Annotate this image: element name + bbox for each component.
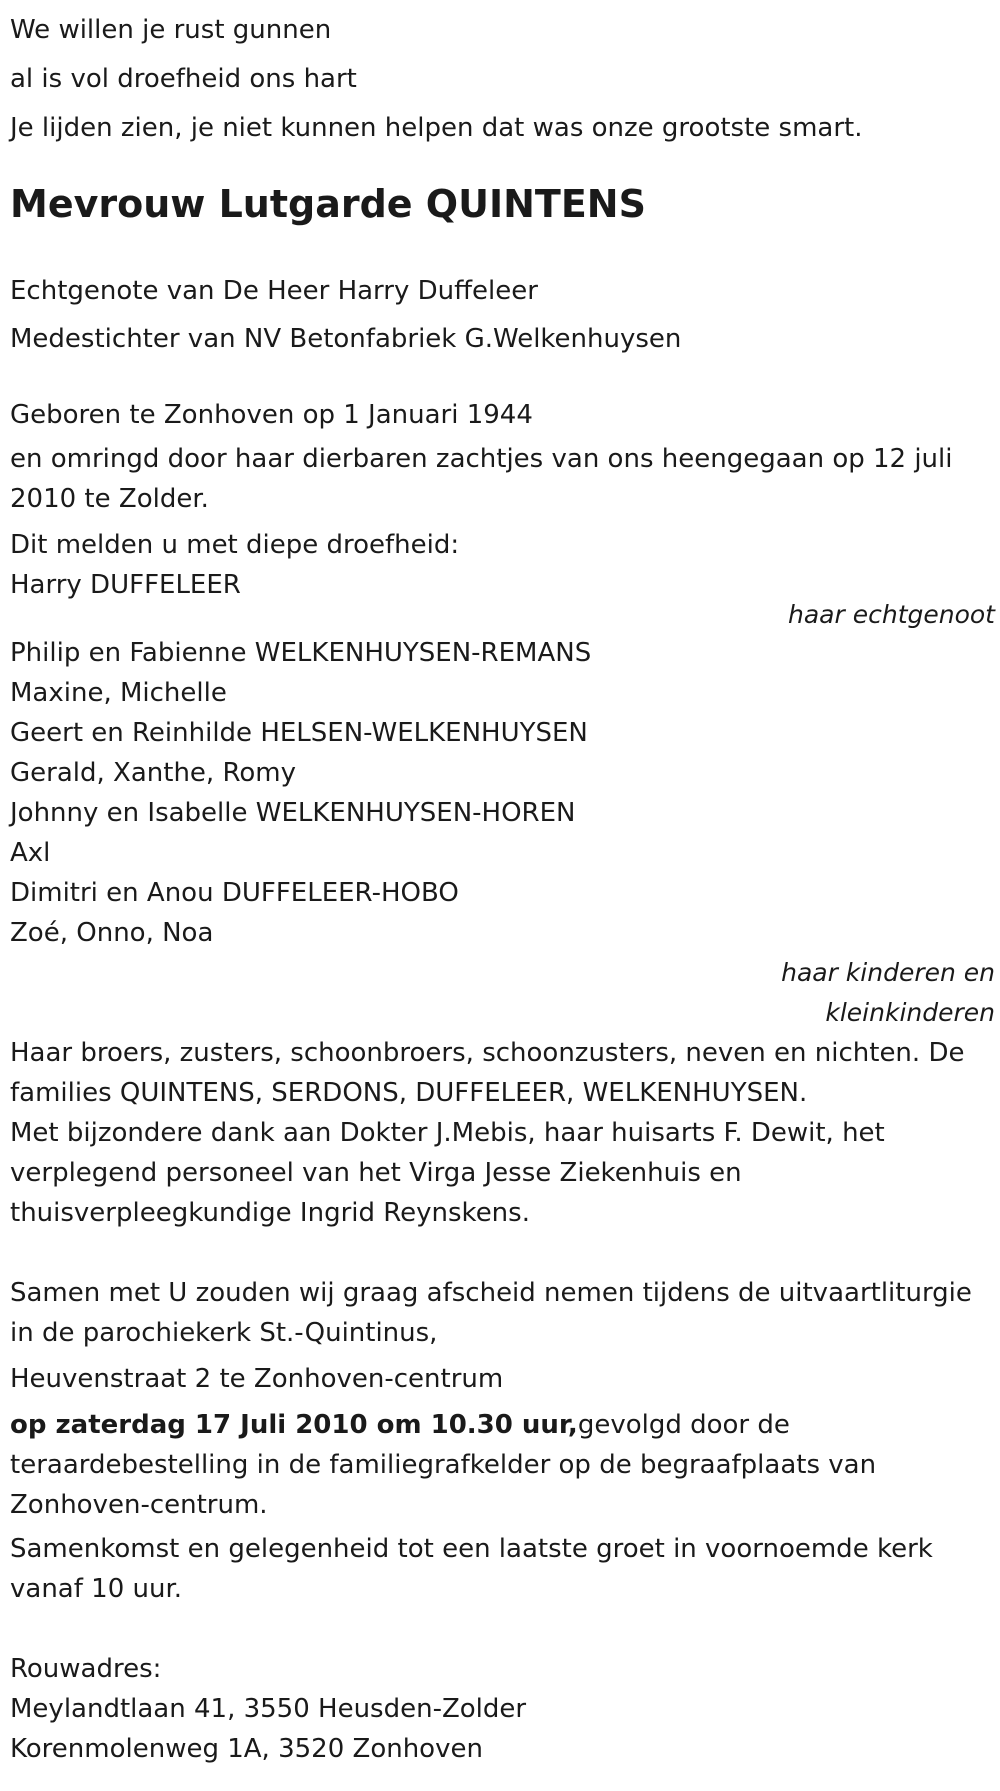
family-member: Dimitri en Anou DUFFELEER-HOBO — [10, 878, 459, 908]
church-address: Heuvenstraat 2 te Zonhoven-centrum — [10, 1364, 504, 1394]
mourning-address-label: Rouwadres: — [10, 1654, 162, 1684]
family-member: Maxine, Michelle — [10, 678, 227, 708]
poem-line: al is vol droefheid ons hart — [10, 64, 357, 94]
family-member: Johnny en Isabelle WELKENHUYSEN-HOREN — [10, 798, 576, 828]
children-relation-line1: haar kinderen en — [781, 958, 995, 987]
children-relation-line2: kleinkinderen — [825, 998, 995, 1027]
farewell-text: Samen met U zouden wij graag afscheid nemen tijdens de uitvaartliturgie in de parochiekerk St.-Quintinus, — [10, 1278, 972, 1348]
family-member: Axl — [10, 838, 51, 868]
poem-line: Je lijden zien, je niet kunnen helpen dat was onze grootste smart. — [10, 113, 863, 143]
mourning-address — [10, 1649, 995, 1769]
spouse-relation: haar echtgenoot — [788, 600, 995, 629]
family-member: Zoé, Onno, Noa — [10, 918, 214, 948]
deceased-name: Mevrouw Lutgarde QUINTENS — [10, 182, 646, 226]
service-date: op zaterdag 17 Juli 2010 om 10.30 uur, — [10, 1410, 578, 1440]
birth-info: Geboren te Zonhoven op 1 Januari 1944 — [10, 400, 533, 430]
roles — [10, 267, 995, 363]
notice-intro: Dit melden u met diepe droefheid: — [10, 530, 460, 560]
service-details — [10, 1405, 995, 1525]
extended-family: Haar broers, zusters, schoonbroers, schoonzusters, neven en nichten. De families QUINTENS, SERDONS, DUFFELEER, WELKENHUYSEN. — [10, 1038, 965, 1108]
obituary-notice — [10, 6, 995, 1769]
family-member: Geert en Reinhilde HELSEN-WELKENHUYSEN — [10, 718, 588, 748]
address-line: Korenmolenweg 1A, 3520 Zonhoven — [10, 1734, 483, 1764]
address-line: Meylandtlaan 41, 3550 Heusden-Zolder — [10, 1694, 527, 1724]
poem-line: We willen je rust gunnen — [10, 15, 332, 45]
thanks-text: Met bijzondere dank aan Dokter J.Mebis, haar huisarts F. Dewit, het verplegend personeel van het Virga Jesse Ziekenhuis en thuisverpleegkundige Ingrid Reynskens. — [10, 1118, 885, 1228]
role-line: Echtgenote van De Heer Harry Duffeleer — [10, 276, 538, 306]
role-line: Medestichter van NV Betonfabriek G.Welkenhuysen — [10, 324, 682, 354]
family-member: Philip en Fabienne WELKENHUYSEN-REMANS — [10, 638, 592, 668]
family-member: Gerald, Xanthe, Romy — [10, 758, 296, 788]
children-list — [10, 633, 995, 953]
gathering-info: Samenkomst en gelegenheid tot een laatste groet in voornoemde kerk vanaf 10 uur. — [10, 1534, 933, 1604]
memorial-poem — [10, 6, 995, 153]
service-rest: gevolgd door de teraardebestelling in de familiegrafkelder op de begraafplaats van Zonhoven-centrum. — [10, 1410, 877, 1520]
spouse-name: Harry DUFFELEER — [10, 570, 241, 600]
death-info: en omringd door haar dierbaren zachtjes van ons heengegaan op 12 juli 2010 te Zolder. — [10, 444, 953, 514]
